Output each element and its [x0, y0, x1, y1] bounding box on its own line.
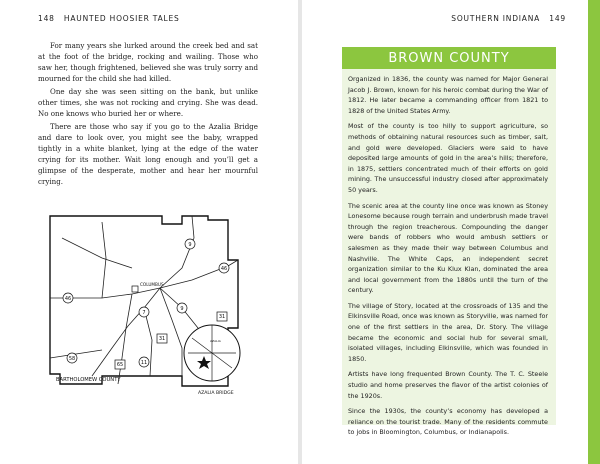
sidebar-paragraph: The village of Story, located at the crossroads of 135 and the Elkinsville Road, once was known as Storyville, was named for one of the first settlers in the area, Dr. Story. The village became the economic and social hub for several small, isolated villages, including Elkinsville, which was founded in 1850.: [348, 301, 548, 363]
svg-text:9: 9: [180, 306, 184, 312]
sidebar-text: [348, 74, 548, 443]
svg-text:31: 31: [158, 336, 166, 342]
route-marker-31: [157, 334, 167, 343]
right-page: [302, 0, 600, 464]
story-paragraph: One day she was seen sitting on the bank, but unlike other times, she was not rocking and crying. She was dead. No one knows who buried her or where.: [38, 87, 258, 118]
svg-text:9: 9: [188, 242, 192, 248]
svg-text:COLUMBUS: COLUMBUS: [140, 282, 164, 287]
route-marker-46: [219, 263, 229, 273]
azalia-inset: [184, 325, 240, 381]
county-title-banner: [342, 47, 556, 69]
svg-text:46: 46: [64, 296, 72, 302]
sidebar-paragraph: Organized in 1836, the county was named for Major General Jacob J. Brown, known for his heroic combat during the War of 1812. He later became a commanding officer from 1821 to 1828 of the United States Army.: [348, 75, 548, 115]
svg-text:58: 58: [68, 356, 76, 362]
sidebar-paragraph: The scenic area at the county line once was known as Stoney Lonesome because rough terrain and underbrush made travel through the region treacherous. Compounding the danger were bands of robbers who would ambush settlers or salesmen as they made their way between Columbus and Nashville. The White Caps, an independent secret organization similar to the Ku Klux Klan, dominated the area and local government from the 1880s until the turn of the century.: [348, 201, 548, 295]
route-marker-9: [177, 303, 187, 313]
road-65: [118, 294, 132, 384]
inset-label: AZALIA BRIDGE: [198, 391, 234, 396]
route-marker-11: [139, 357, 149, 367]
road-9-north: [160, 216, 194, 288]
left-running-title: HAUNTED HOOSIER TALES: [63, 14, 180, 23]
page-edge-tab: [588, 0, 600, 464]
left-page: [0, 0, 298, 464]
route-marker-7: [139, 307, 149, 317]
route-marker-31: [217, 312, 227, 321]
story-text: [38, 40, 258, 189]
svg-text:65: 65: [116, 362, 124, 368]
svg-text:46: 46: [220, 266, 228, 272]
right-page-number: 149: [549, 14, 566, 23]
svg-text:31: 31: [218, 314, 226, 320]
sidebar-paragraph: Artists have long frequented Brown County. The T. C. Steele studio and home preserves the flavor of the artist colonies of the 1920s.: [348, 370, 548, 400]
svg-text:AZALIA: AZALIA: [210, 339, 221, 343]
svg-text:11: 11: [140, 360, 148, 366]
right-running-title: SOUTHERN INDIANA: [451, 14, 541, 23]
svg-text:7: 7: [142, 310, 146, 316]
story-paragraph: There are those who say if you go to the Azalia Bridge and dare to look over, you might see the baby, wrapped tightly in a white blanket, lying at the edge of the water crying for its mother. Wait long enough and you’ll get a glimpse of the desperate, mother and hear her mournful crying.: [38, 122, 258, 186]
story-paragraph: For many years she lurked around the creek bed and sat at the foot of the bridge, rocking and wailing. Those who saw her, though frightened, believed she was truly sorry and mourned for the child she had killed.: [38, 41, 258, 83]
county-title: BROWN COUNTY: [388, 50, 510, 66]
road-northwest: [62, 238, 132, 268]
sidebar-paragraph: Since the 1930s, the county’s economy has developed a reliance on the tourist trade. Many of the residents commute to jobs in Bloomington, Columbus, or Indianapolis.: [348, 407, 548, 437]
county-map: [32, 208, 264, 396]
road-31: [160, 288, 182, 376]
right-running-head: [451, 14, 566, 23]
left-running-head: [38, 14, 180, 23]
road-west: [102, 222, 106, 298]
left-page-number: 148: [38, 14, 55, 23]
route-marker-65: [115, 360, 125, 369]
route-marker-58: [67, 353, 77, 363]
county-label: BARTHOLOMEW COUNTY: [56, 377, 121, 383]
route-marker-9: [185, 239, 195, 249]
sidebar-paragraph: Most of the county is too hilly to support agriculture, so methods of obtaining natural resources such as timber, salt, and gold were developed. Glaciers were said to have deposited large amounts of gold in the area’s hills; therefore, in 1875, settlers concentrated much of their efforts on gold mining. The unsuccessful industry closed after approximately 50 years.: [348, 122, 548, 194]
route-marker-46: [63, 293, 73, 303]
